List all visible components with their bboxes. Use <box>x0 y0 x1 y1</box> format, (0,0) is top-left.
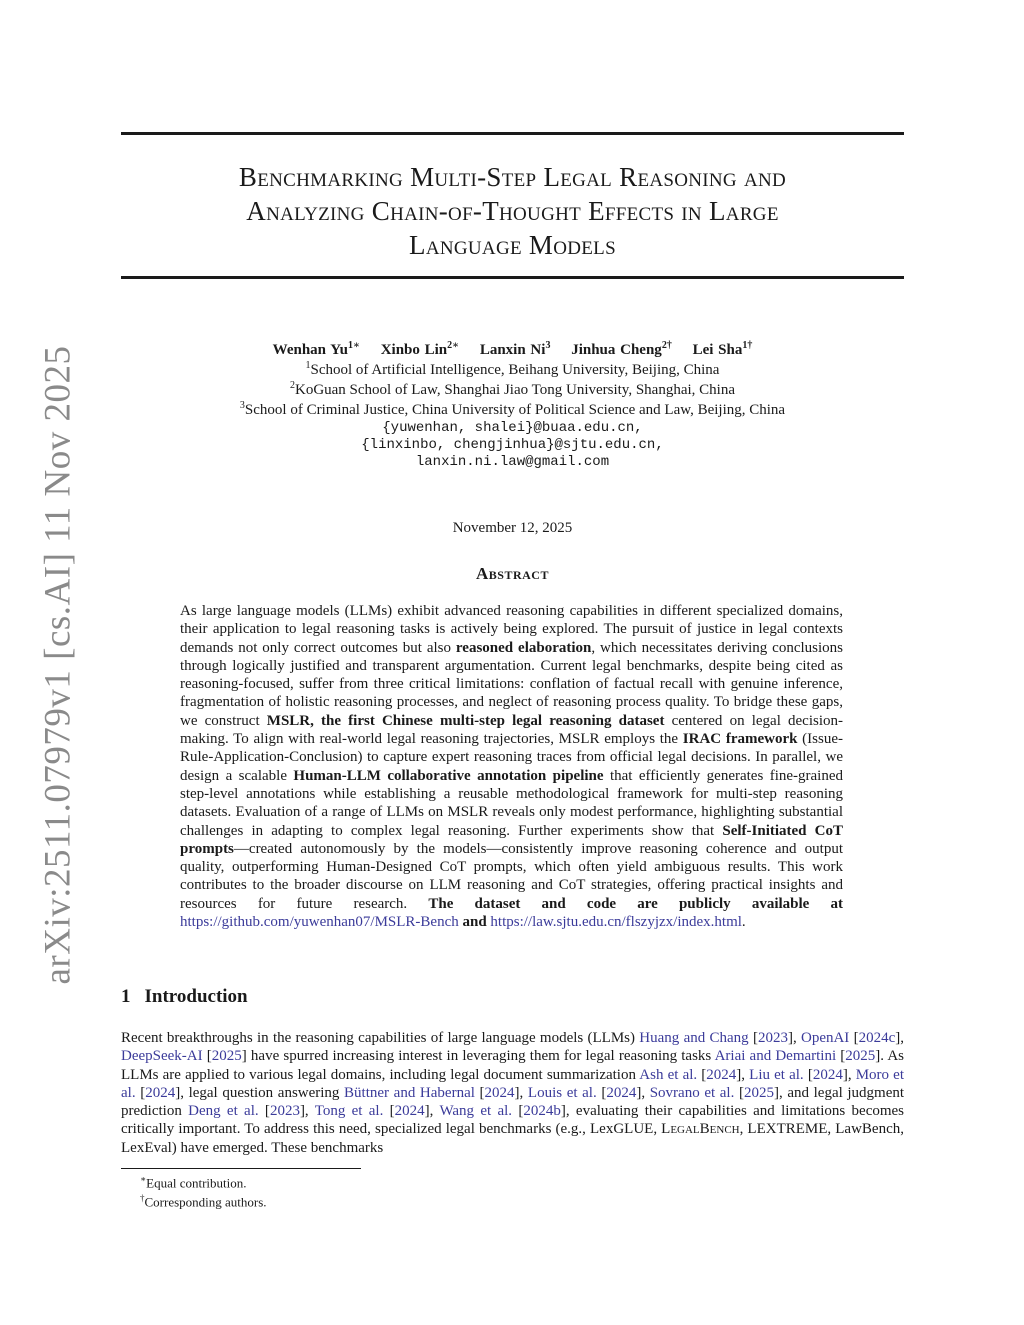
abstract-heading: Abstract <box>476 564 549 583</box>
email-line: {linxinbo, chengjinhua}@sjtu.edu.cn, <box>361 437 664 453</box>
author: Xinbo Lin$^{2∗}$ <box>380 340 460 358</box>
paper-date: November 12, 2025 <box>452 520 573 536</box>
abstract-body: As large language models (LLMs) exhibit advanced reasoning capabilities in different specialized domains, their application to legal reasoning tasks is actively being explored. The pursuit of justice in legal contexts demands not only correct outcomes but also reasoned elaboration, which necessitates deriving conclusions through logically justified and transparent argumentation. Current legal benchmarks, despite being cited as reasoning-focused, suffer from three critical limitations: conflation of factual recall with genuine inference, fragmentation of holistic reasoning processes, and neglect of reasoning process quality. To bridge these gaps, we construct MSLR, the first Chinese multi-step legal reasoning dataset centered on legal decision-making. To align with real-world legal reasoning trajectories, MSLR employs the IRAC framework (Issue-Rule-Application-Conclusion) to capture expert reasoning traces from official legal decisions. In parallel, we design a scalable Human-LLM collaborative annotation pipeline that efficiently generates fine-grained step-level annotations while establishing a reusable methodological framework for multi-step reasoning datasets. Evaluation of a range of LLMs on MSLR reveals only modest performance, highlighting substantial challenges in adapting to complex legal reasoning. Further experiments show that Self-Initiated CoT prompts—created autonomously by the models—consistently improve reasoning coherence and output quality, outperforming Human-Designed CoT prompts, which often yield ambiguous results. This work contributes to the broader discourse on LLM reasoning and CoT strategies, offering practical insights and resources for future research. The dataset and code are publicly available at https://github.com/yuwenhan07/MSLR-Bench and https://law.sjtu.edu.cn/flszyjzx/index.html. <box>180 603 844 931</box>
citation-link[interactable]: Büttner and Habernal <box>344 1084 475 1101</box>
title-line: Benchmarking Multi-Step Legal Reasoning and <box>238 162 787 192</box>
citation-link[interactable]: Ariai and Demartini <box>714 1048 837 1065</box>
affiliation: $^3$School of Criminal Justice, China University of Political Science and Law, Beijing, China <box>239 400 786 418</box>
arxiv-identifier: arXiv:2511.07979v1 [cs.AI] 11 Nov 2025 <box>37 345 79 985</box>
citation-link[interactable]: Huang and Chang <box>639 1030 749 1046</box>
title-top-rule <box>121 132 904 135</box>
footnote: ∗Equal contribution. <box>140 1174 247 1191</box>
author: Lanxin Ni$^3$ <box>479 340 551 358</box>
email-line: lanxin.ni.law@gmail.com <box>415 454 610 470</box>
author: Jinhua Cheng$^{2\dagger}$ <box>571 340 672 358</box>
title-bottom-rule <box>121 276 904 279</box>
author: Lei Sha$^{1\dagger}$ <box>692 340 753 358</box>
author: Wenhan $Yu^{1∗}$ <box>272 340 360 358</box>
citation-link[interactable]: Sovrano et al. <box>649 1084 735 1101</box>
paper-title <box>121 160 904 262</box>
citation-link[interactable]: DeepSeek-AI <box>121 1048 203 1065</box>
affiliation: $^1$School of Artificial Intelligence, Beihang University, Beijing, China <box>305 360 720 378</box>
footnote: †Corresponding authors. <box>140 1193 267 1210</box>
citation-link[interactable]: Tong et al. <box>314 1103 384 1120</box>
sjtu-link[interactable]: https://law.sjtu.edu.cn/flszyjzx/index.html <box>490 914 742 931</box>
section-heading-introduction: 1 Introduction <box>121 986 248 1007</box>
citation-link[interactable]: Liu et al. <box>749 1066 804 1083</box>
github-link[interactable]: https://github.com/yuwenhan07/MSLR-Bench <box>180 914 459 931</box>
citation-link[interactable]: Ash et al. <box>639 1066 698 1083</box>
title-line: Analyzing Chain-of-Thought Effects in Large <box>246 196 779 226</box>
affiliation: $^2$KoGuan School of Law, Shanghai Jiao Tong University, Shanghai, China <box>289 380 735 398</box>
citation-link[interactable]: Louis et al. <box>527 1084 597 1101</box>
email-line: {yuwenhan, shalei}@buaa.edu.cn, <box>382 420 643 436</box>
citation-link[interactable]: Deng et al. <box>188 1103 259 1120</box>
footnote-rule <box>121 1168 361 1169</box>
citation-link[interactable]: OpenAI <box>800 1030 850 1046</box>
title-line: Language Models <box>409 230 616 260</box>
author-list <box>121 340 904 359</box>
citation-link[interactable]: Wang et al. <box>439 1103 513 1120</box>
introduction-body: Recent breakthroughs in the reasoning capabilities of large language models (LLMs) Huang and Chang [2023], OpenAI [2024c], DeepSeek-AI [2025] have spurred increasing interest in leveraging them for legal reasoning tasks Ariai and Demartini [2025]. As LLMs are applied to various legal domains, including legal document summarization Ash et al. [2024], Liu et al. [2024], Moro et al. [2024], legal question answering Büttner and Habernal [2024], Louis et al. [2024], Sovrano et al. [2025], and legal judgment prediction Deng et al. [2023], Tong et al. [2024], Wang et al. [2024b], evaluating their capabilities and limitations becomes critically important. To address this need, specialized legal benchmarks (e.g., LexGLUE, LegalBench, LEXTREME, LawBench, LexEval) have emerged. These benchmarks <box>121 1030 905 1156</box>
citation-link[interactable]: Moro et al. <box>121 1066 905 1101</box>
